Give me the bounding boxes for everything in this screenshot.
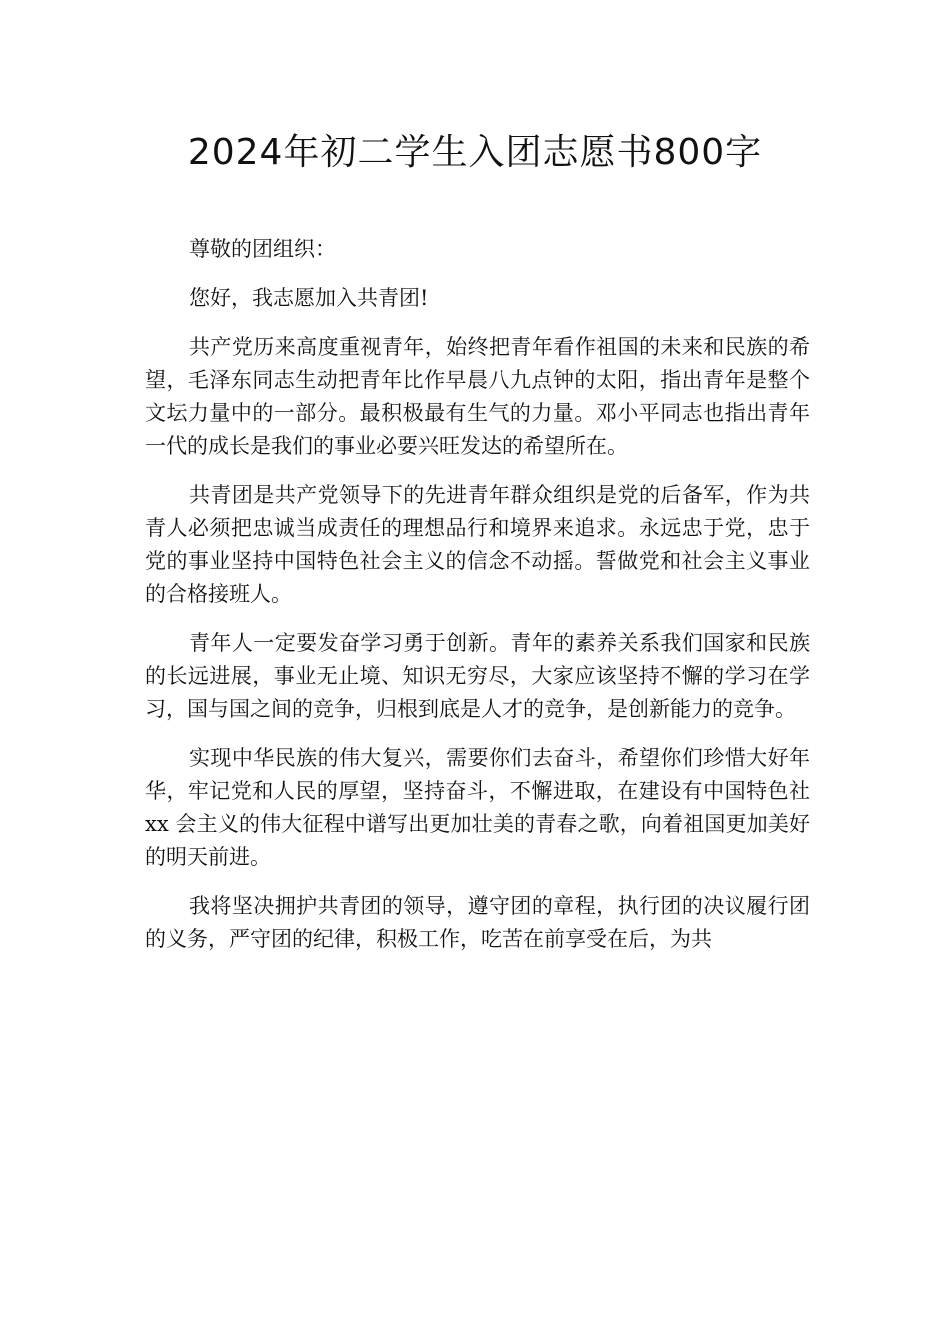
paragraph: 实现中华民族的伟大复兴，需要你们去奋斗，希望你们珍惜大好年华，牢记党和人民的厚望，坚持奋斗，不懈进取，在建设有中国特色社 xx 会主义的伟大征程中谱写出更加壮美的青春之歌，向着祖国更加美好的明天前进。 xyxy=(145,746,810,869)
document-title: 2024年初二学生入团志愿书800字 xyxy=(187,132,763,173)
greeting: 您好，我志愿加入共青团! xyxy=(189,286,429,310)
paragraph: 我将坚决拥护共青团的领导，遵守团的章程，执行团的决议履行团的义务，严守团的纪律，积极工作，吃苦在前享受在后，为共 xyxy=(145,894,810,951)
paragraph: 青年人一定要发奋学习勇于创新。青年的素养关系我们国家和民族的长远进展，事业无止境、知识无穷尽，大家应该坚持不懈的学习在学习，国与国之间的竞争，归根到底是人才的竞争，是创新能力的竞争。 xyxy=(145,631,810,721)
paragraph: 共产党历来高度重视青年，始终把青年看作祖国的未来和民族的希望，毛泽东同志生动把青年比作早晨八九点钟的太阳，指出青年是整个文坛力量中的一部分。最积极最有生气的力量。邓小平同志也指出青年一代的成长是我们的事业必要兴旺发达的希望所在。 xyxy=(145,335,810,458)
salutation: 尊敬的团组织： xyxy=(189,237,336,261)
paragraph: 共青团是共产党领导下的先进青年群众组织是党的后备军，作为共青人必须把忠诚当成责任的理想品行和境界来追求。永远忠于党，忠于党的事业坚持中国特色社会主义的信念不动摇。誓做党和社会主义事业的合格接班人。 xyxy=(145,483,810,606)
document-body xyxy=(145,233,810,972)
